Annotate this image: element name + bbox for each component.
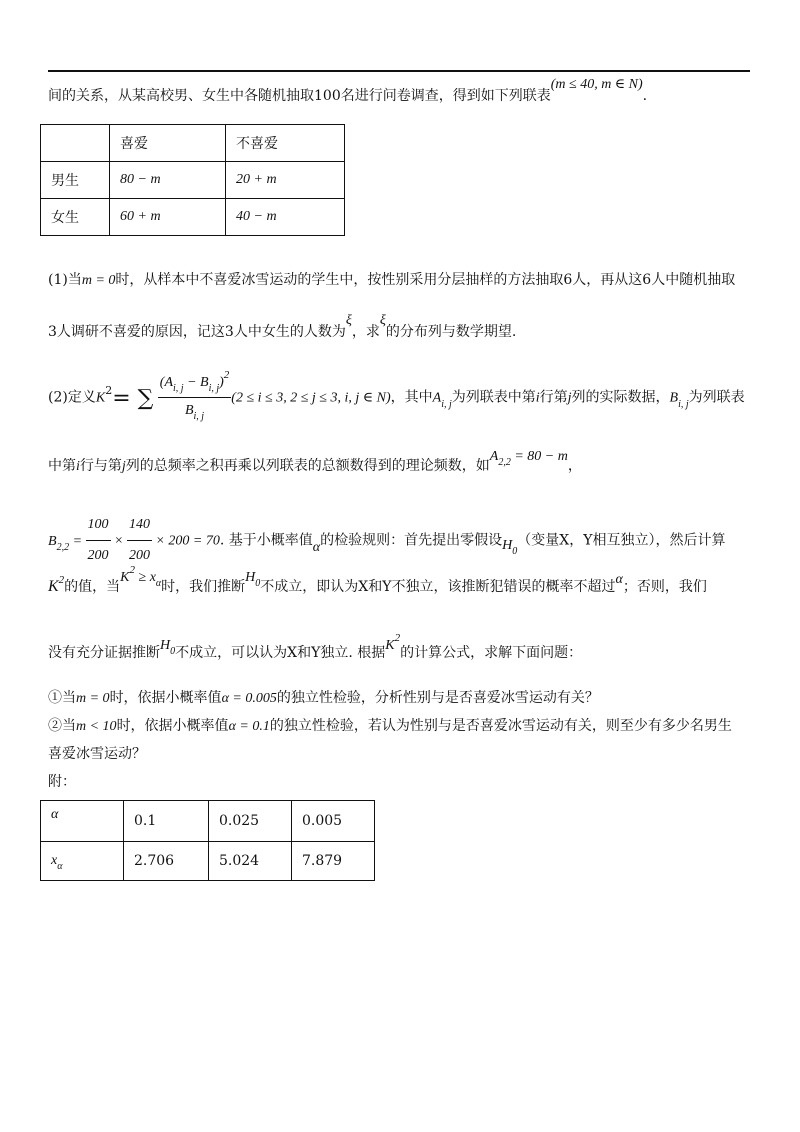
math-xi: ξ <box>379 313 386 328</box>
math: i <box>535 390 540 406</box>
q2-sub1 <box>48 688 599 709</box>
math: K <box>95 390 106 406</box>
text: ②当 <box>48 718 76 734</box>
math: 2,2 <box>498 457 511 468</box>
q2-line2 <box>48 449 582 478</box>
table-cell: 男生 <box>41 162 110 199</box>
math: = <box>69 533 86 549</box>
table-row <box>41 199 345 236</box>
q2-line1 <box>48 370 745 425</box>
math: K <box>48 578 59 595</box>
math: 2 <box>105 383 113 397</box>
math: (2 ≤ i ≤ 3, 2 ≤ j ≤ 3, i, j ∈ N) <box>231 390 391 406</box>
math: × 200 = 70 <box>151 533 220 549</box>
text: （变量X，Y相互独立），然后计算 <box>517 532 726 549</box>
math: j <box>121 459 126 474</box>
text: ；否则，我们 <box>622 579 707 595</box>
text: 附： <box>48 774 76 790</box>
math: 0 <box>512 545 518 557</box>
text: 列的总频率之积再乘以列联表的总额数得到的理论频数，如 <box>125 458 490 474</box>
math: × <box>110 533 127 549</box>
math: 2 <box>58 574 65 586</box>
q2-sub2-cont <box>48 744 146 764</box>
math: i, j <box>173 383 184 394</box>
text: 中第 <box>48 458 76 474</box>
math: 2 <box>223 369 230 381</box>
math: B <box>669 390 679 406</box>
text: 为列联表中第 <box>451 389 536 406</box>
math: i, j <box>193 411 205 422</box>
math: 100 <box>86 510 111 541</box>
text: 时，从样本中不喜爱冰雪运动的学生中，按性别采用分层抽样的方法抽取6人，再从这6人中随机抽取 <box>115 272 736 288</box>
text: 的独立性检验，分析性别与是否喜爱冰雪运动有关？ <box>276 690 599 706</box>
table-cell: 0.1 <box>124 801 209 842</box>
math: m < 10 <box>76 719 117 734</box>
table-cell: 60 + m <box>110 199 226 236</box>
table-cell: 20 + m <box>226 162 345 199</box>
math: K <box>120 570 130 585</box>
q2-line3 <box>48 510 725 571</box>
text: (2)定义 <box>48 389 96 406</box>
intro-condition: (m ≤ 40, m ∈ N) <box>550 77 643 92</box>
math: 2 <box>394 632 401 644</box>
math: A <box>432 390 442 406</box>
math: i, j <box>678 398 689 410</box>
q2-line4 <box>48 564 707 602</box>
text: 3人调研不喜爱的原因，记这3人中女生的人数为 <box>48 324 346 340</box>
table-row <box>41 801 375 842</box>
text: . 基于小概率值 <box>219 532 313 549</box>
math: A <box>489 449 499 464</box>
math: i, j <box>441 398 452 410</box>
table-cell: 40 − m <box>226 199 345 236</box>
table-cell <box>41 125 110 162</box>
math: ≥ x <box>135 570 156 585</box>
math: j <box>567 390 572 406</box>
math: x <box>51 853 58 868</box>
text: 的计算公式，求解下面问题： <box>400 645 583 661</box>
text: 不成立，可以认为X和Y独立. 根据 <box>175 645 386 661</box>
math: α <box>57 861 63 872</box>
text: 不成立，即认为X和Y不独立，该推断犯错误的概率不超过 <box>260 579 616 595</box>
math-xi: ξ <box>345 313 352 328</box>
fraction <box>158 370 232 425</box>
text: (1)当 <box>48 272 82 288</box>
text: ，其中 <box>390 389 433 406</box>
intro-line <box>48 77 648 107</box>
math: H <box>160 638 171 653</box>
table-cell: 80 − m <box>110 162 226 199</box>
math: 200 <box>87 548 109 563</box>
math: i, j <box>208 383 220 394</box>
table-cell: α <box>41 801 124 842</box>
fraction <box>86 510 111 571</box>
math: 2 <box>129 564 136 576</box>
text: 时，我们推断 <box>161 579 246 595</box>
math: m = 0 <box>76 691 110 706</box>
text: 列的实际数据， <box>571 389 670 406</box>
text: 行第 <box>539 389 568 406</box>
q1-line2 <box>48 313 517 343</box>
text: 的独立性检验，若认为性别与是否喜爱冰雪运动有关，则至少有多少名男生 <box>269 718 732 734</box>
text: 没有充分证据推断 <box>48 645 160 661</box>
math: H <box>245 570 256 585</box>
math: B <box>48 533 57 549</box>
math: α <box>615 572 623 587</box>
table-cell: 5.024 <box>209 842 292 881</box>
contingency-table <box>40 124 345 236</box>
table-row <box>41 842 375 881</box>
table-row <box>41 125 345 162</box>
table-cell: 0.005 <box>292 801 375 842</box>
math: = 80 − m <box>510 449 568 464</box>
math: K <box>385 638 395 653</box>
math: B <box>184 403 194 418</box>
text: 行与第 <box>79 458 122 474</box>
math: = ∑ <box>112 385 154 411</box>
math: − B <box>183 375 209 390</box>
text: ，求 <box>351 324 380 340</box>
math: α = 0.1 <box>228 719 270 734</box>
text: ， <box>567 458 582 474</box>
appendix-label <box>48 772 76 792</box>
math: α = 0.005 <box>221 691 277 706</box>
math: 2,2 <box>56 541 70 553</box>
fraction <box>127 510 152 571</box>
text: 的分布列与数学期望. <box>385 324 517 340</box>
table-row <box>41 162 345 199</box>
math: 0 <box>170 646 176 657</box>
table-cell: 0.025 <box>209 801 292 842</box>
table-cell: 女生 <box>41 199 110 236</box>
table-header: 不喜爱 <box>226 125 345 162</box>
math: 0 <box>255 578 261 589</box>
text: 时，依据小概率值 <box>116 718 229 734</box>
math: 140 <box>127 510 152 541</box>
math: m = 0 <box>81 273 116 288</box>
math: α <box>155 578 162 589</box>
critical-value-table <box>40 800 375 881</box>
math: ) <box>219 375 224 390</box>
text: 喜爱冰雪运动？ <box>48 746 146 762</box>
math: α <box>312 539 321 555</box>
table-cell <box>41 842 124 881</box>
text: 为列联表 <box>688 389 745 406</box>
text: 时，依据小概率值 <box>109 690 222 706</box>
text: 的检验规则：首先提出零假设 <box>320 532 503 549</box>
math: (A <box>159 375 173 390</box>
text: 的值，当 <box>64 579 121 595</box>
intro-text: 间的关系，从某高校男、女生中各随机抽取100名进行问卷调查，得到如下列联表 <box>48 88 551 104</box>
math: i <box>76 459 80 474</box>
top-rule <box>48 70 750 72</box>
table-header: 喜爱 <box>110 125 226 162</box>
q1-line1 <box>48 270 735 291</box>
math: 200 <box>128 548 150 563</box>
table-cell: 7.879 <box>292 842 375 881</box>
q2-sub2 <box>48 716 732 737</box>
text: ①当 <box>48 690 76 706</box>
math: H <box>502 537 513 553</box>
table-cell: 2.706 <box>124 842 209 881</box>
q2-line5 <box>48 632 583 668</box>
intro-period: . <box>642 88 648 104</box>
